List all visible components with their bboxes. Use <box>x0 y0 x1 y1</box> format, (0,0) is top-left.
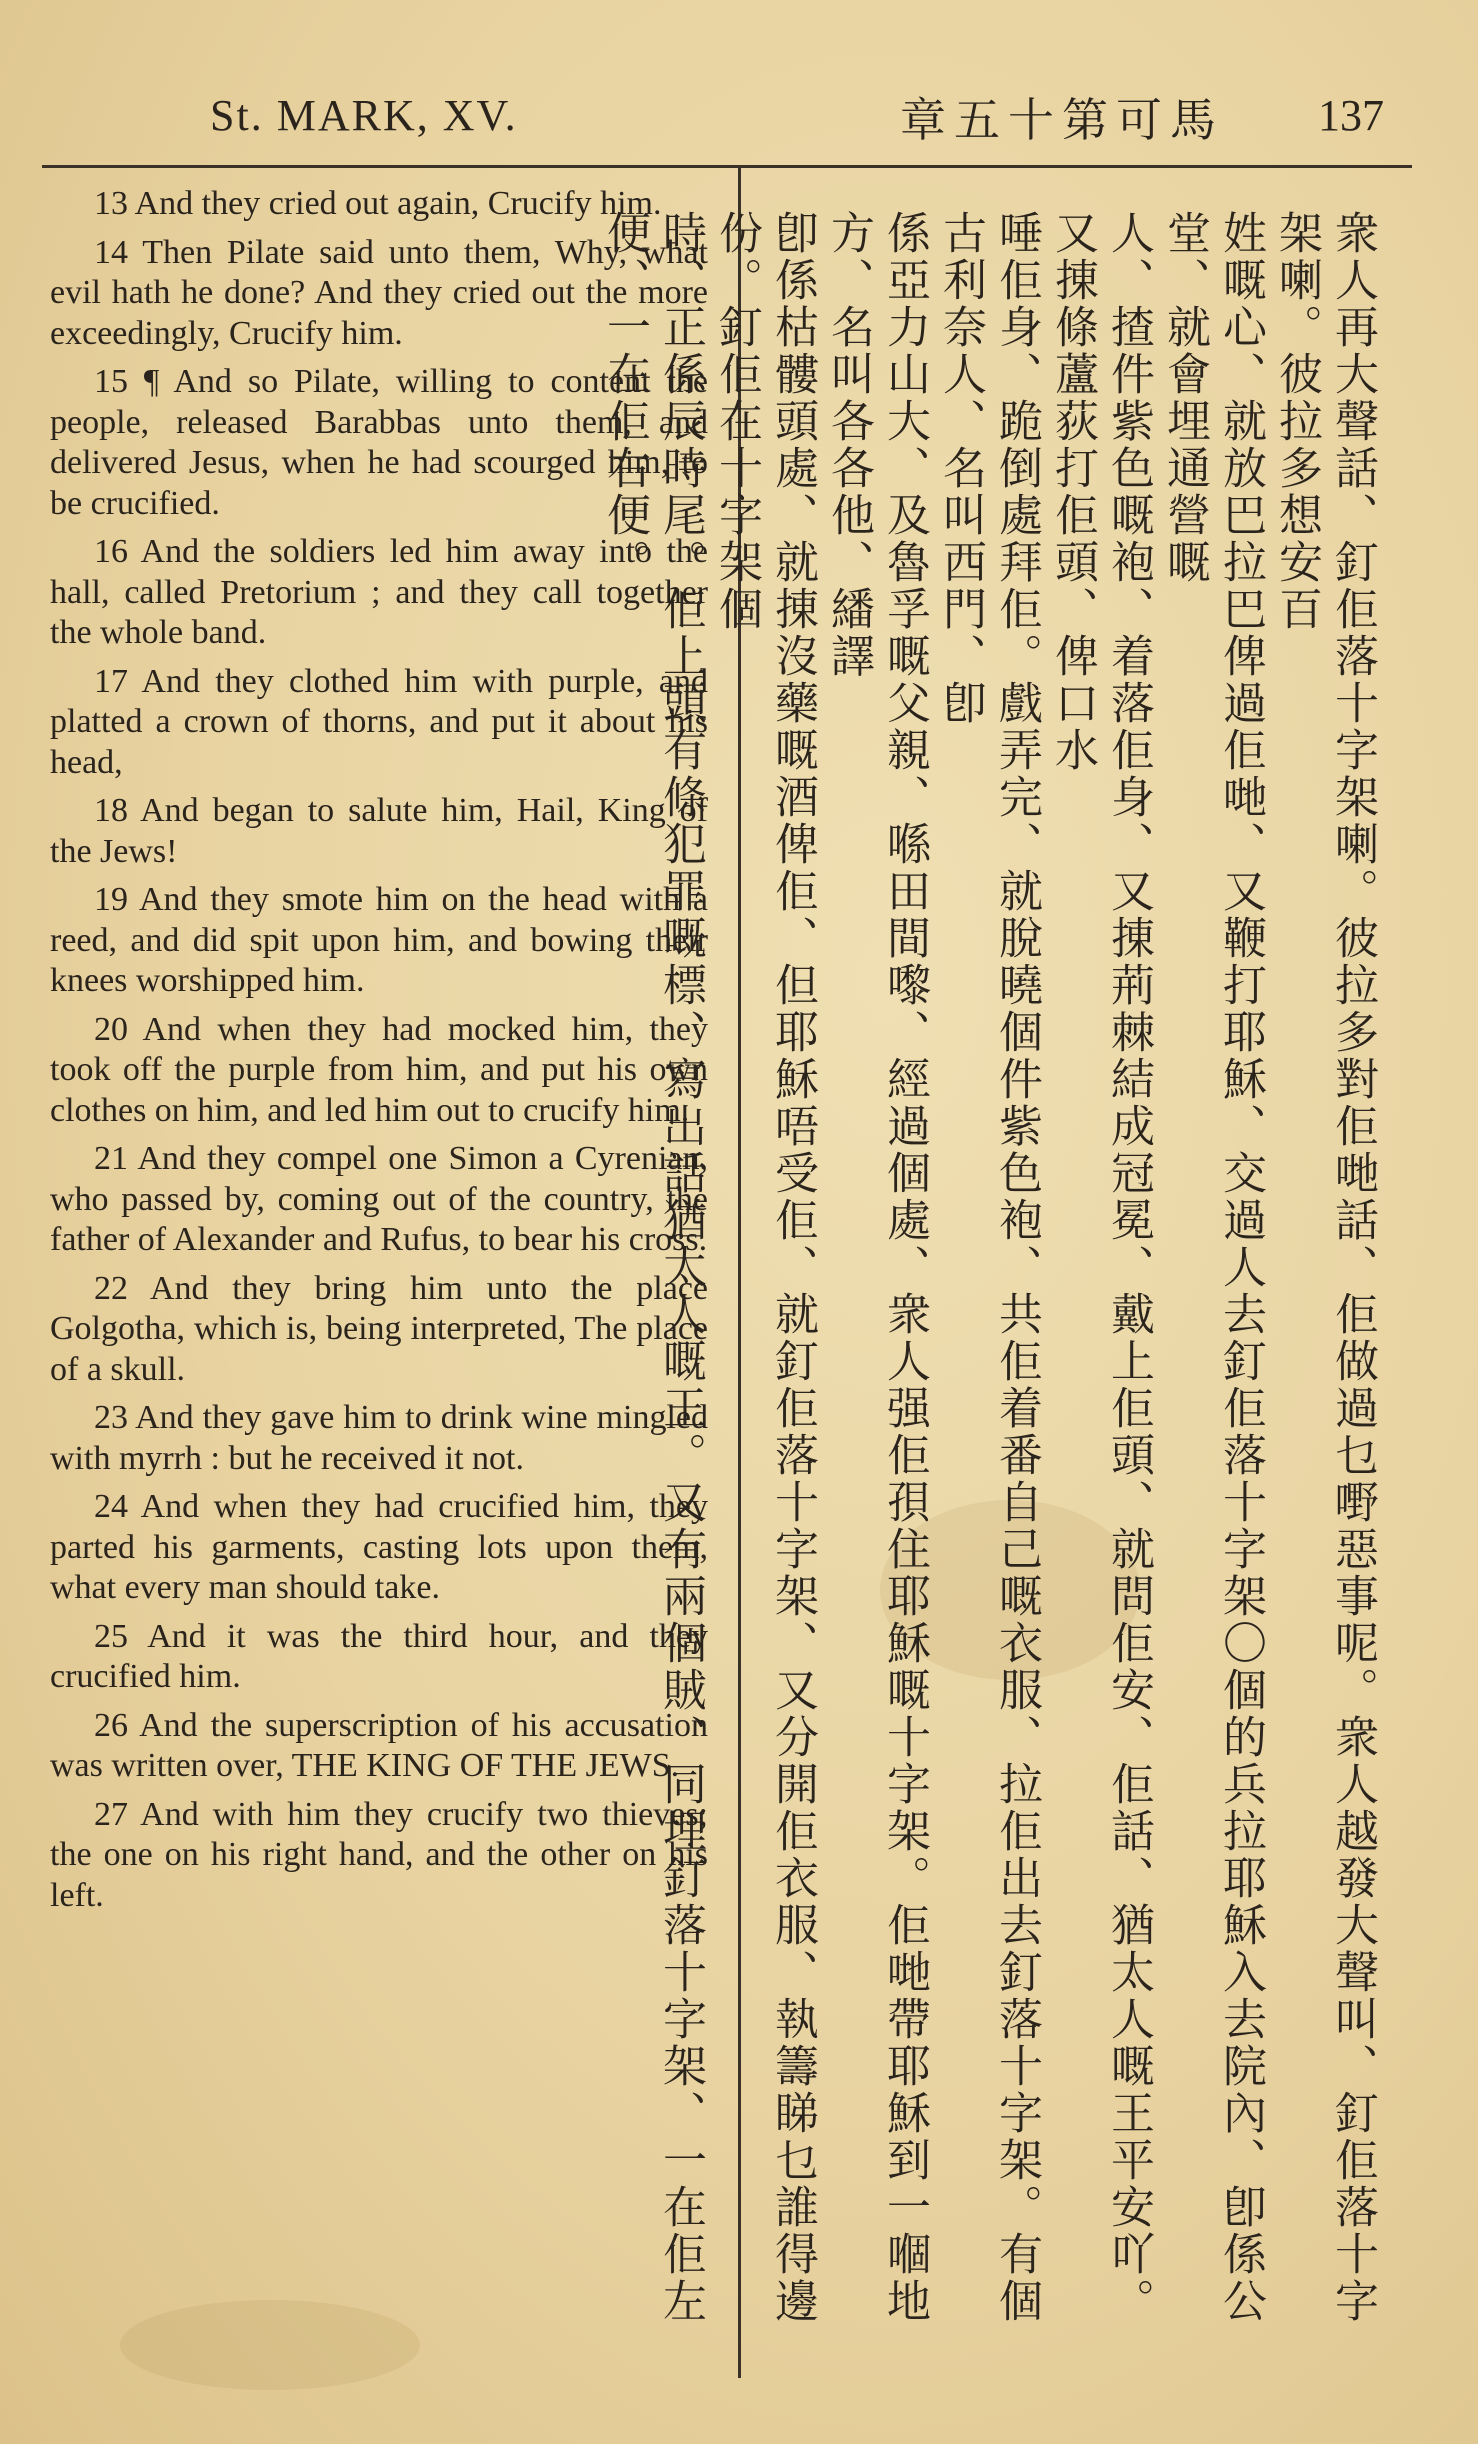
paper-stain <box>120 2300 420 2390</box>
verse: 20 And when they had mocked him, they took off the purple from him, and put his own clothes on him, and led him out to crucify him. <box>50 1010 708 1129</box>
verse: 13 And they cried out again, Crucify him. <box>94 185 662 222</box>
chinese-text-column: 唾佢身、跪倒處拜佢。戲弄完、就脫曉個件紫色袍、共佢着番自己嘅衣服、拉佢出去釘落十字架。有個古利奈人、名叫西門、卽 <box>935 210 1042 2325</box>
verse: 22 And they bring him unto the place Golgotha, which is, being interpreted, The place of a skull. <box>50 1269 708 1388</box>
chinese-text-column: 卽係枯髏頭處、就㨂沒藥嘅酒俾佢、但耶穌唔受佢、就釘佢落十字架、又分開佢衣服、執籌睇乜誰得邊份。釘佢在十字架個 <box>711 210 818 2325</box>
verse: 23 And they gave him to drink wine mingled with myrrh : but he received it not. <box>50 1399 708 1477</box>
chinese-text-column: 人、揸件紫色嘅袍、着落佢身、又㨂荊棘結成冠冕、戴上佢頭、就問佢安、佢話、猶太人嘅王平安吖。又㨂條蘆荻打佢頭、俾口水 <box>1047 210 1154 2325</box>
verse: 16 And the soldiers led him away into the hall, called Pretorium ; and they call together the whole band. <box>50 533 708 651</box>
chinese-column <box>599 210 1380 2340</box>
verse: 24 And when they had crucified him, they parted his garments, casting lots upon them, what every man should take. <box>50 1488 708 1606</box>
chinese-text-column: 時、正係辰時尾。佢上頭有條犯罪嘅標、寫出話猶太人嘅王。又有兩個賊、同埋釘落十字架、一在佢左便、一在佢右便。 <box>599 210 706 2325</box>
verse: 14 Then Pilate said unto them, Why, what evil hath he done? And they cried out the more exceedingly, Crucify him. <box>50 233 708 352</box>
page-header <box>0 82 1478 152</box>
verse: 15 ¶ And so Pilate, willing to content the people, released Barabbas unto them, and delivered Jesus, when he had scourged him, to be crucified. <box>50 363 708 522</box>
verse: 27 And with him they crucify two thieves; the one on his right hand, and the other on his left. <box>50 1795 708 1914</box>
header-rule <box>42 165 1412 168</box>
verse: 17 And they clothed him with purple, and platted a crown of thorns, and put it about his head, <box>50 662 708 781</box>
chinese-text-column: 衆人再大聲話、釘佢落十字架喇。彼拉多對佢哋話、佢做過乜嘢惡事呢。衆人越發大聲叫、釘佢落十字架喇。彼拉多想安百 <box>1271 210 1378 2325</box>
verse: 21 And they compel one Simon a Cyrenian, who passed by, coming out of the country, the father of Alexander and Rufus, to bear his cross. <box>50 1140 708 1258</box>
verse: 26 And the superscription of his accusation was written over, THE KING OF THE JEWS. <box>50 1706 708 1784</box>
chinese-running-title: 章五十第可馬 <box>900 93 1224 147</box>
chinese-text-column: 係亞力山大、及魯孚嘅父親、喺田間嚟、經過個處、衆人强佢孭住耶穌嘅十字架。佢哋帶耶穌到一嗰地方、名叫各各他、繙譯 <box>823 210 930 2325</box>
verse: 18 And began to salute him, Hail, King of the Jews! <box>50 792 708 870</box>
chinese-text-column: 姓嘅心、就放巴拉巴俾過佢哋、又鞭打耶穌、交過人去釘佢落十字架〇個的兵拉耶穌入去院內、卽係公堂、就會埋通營嘅 <box>1159 210 1266 2325</box>
verse: 25 And it was the third hour, and they crucified him. <box>50 1617 708 1695</box>
page-number: 137 <box>1318 91 1384 140</box>
verse: 19 And they smote him on the head with a reed, and did spit upon him, and bowing their knees worshipped him. <box>50 881 708 999</box>
running-title: St. MARK, XV. <box>210 91 518 140</box>
